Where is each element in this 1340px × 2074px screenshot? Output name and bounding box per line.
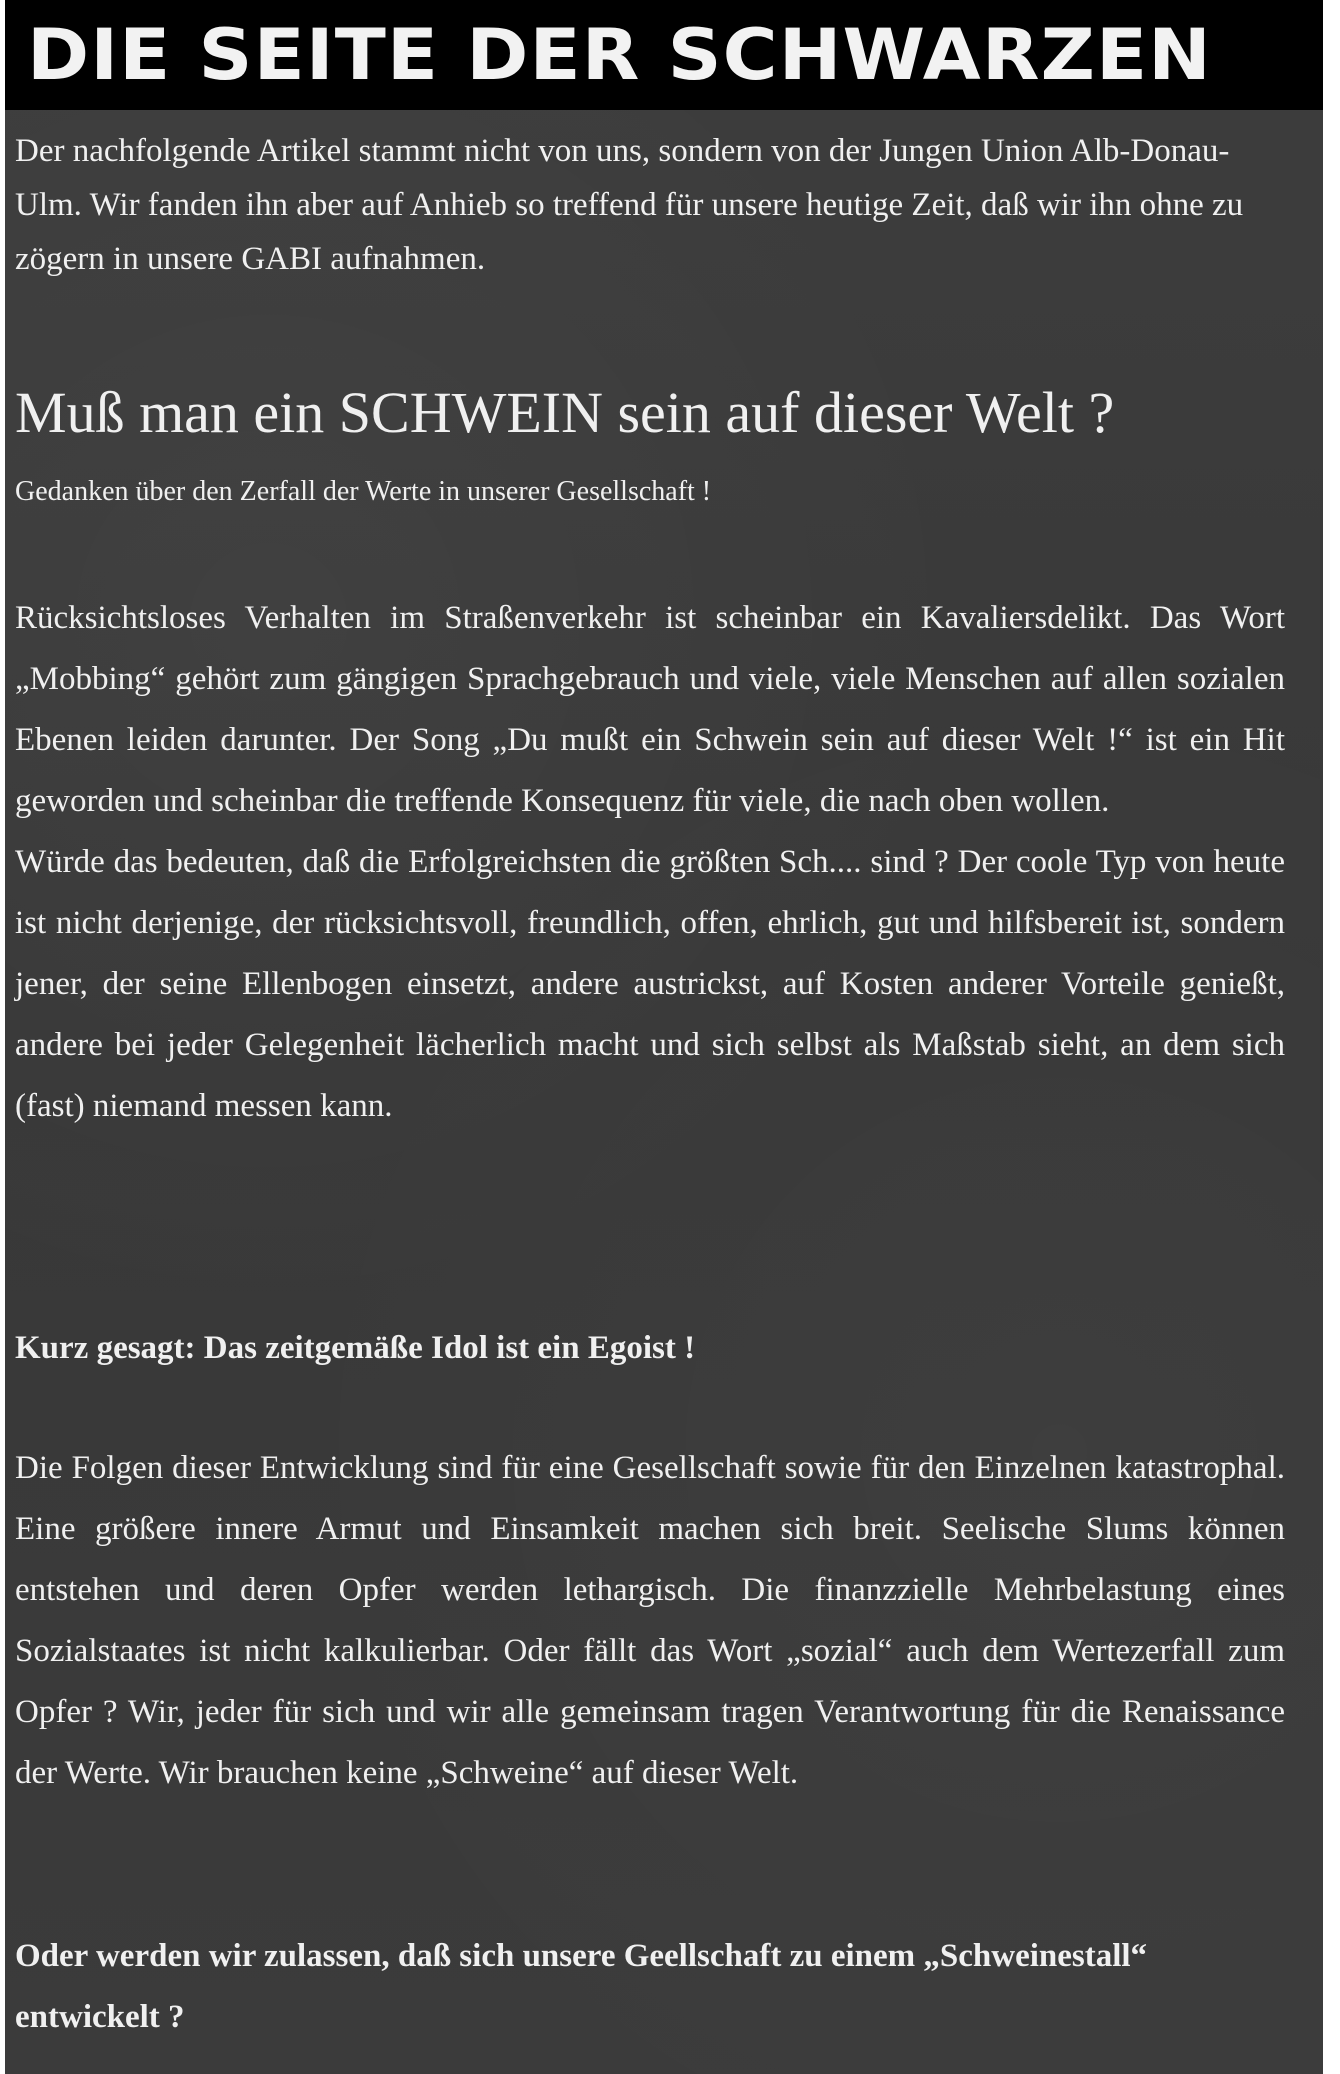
intro-paragraph: Der nachfolgende Artikel stammt nicht von uns, sondern von der Jungen Union Alb-Donau-Ulm. Wir fanden ihn aber auf Anhieb so treffend für unsere heutige Zeit, daß wir ihn ohne zu zögern in unsere GABI aufnahmen. <box>15 133 1244 277</box>
closing-question: Oder werden wir zulassen, daß sich unsere Geellschaft zu einem „Schweinestall“ entwickelt ? <box>15 1938 1148 2035</box>
newspaper-page <box>5 0 1323 2074</box>
paragraph-2: Würde das bedeuten, daß die Erfolgreichsten die größten Sch.... sind ? Der coole Typ von heute ist nicht derjenige, der rücksichtsvoll, freundlich, offen, ehrlich, gut und hilfsbereit ist, sondern jener, der seine Ellenbogen einsetzt, andere austrickst, auf Kosten anderer Vorteile genießt, andere bei jeder Gelegenheit lächerlich macht und sich selbst als Maßstab sieht, an dem sich (fast) niemand messen kann. <box>15 844 1285 1124</box>
paragraph-1: Rücksichtsloses Verhalten im Straßenverkehr ist scheinbar ein Kavaliersdelikt. Das Wort „Mobbing“ gehört zum gängigen Sprachgebrauch und viele, viele Menschen auf allen sozialen Ebenen leiden darunter. Der Song „Du mußt ein Schwein sein auf dieser Welt !“ ist ein Hit geworden und scheinbar die treffende Konsequenz für viele, die nach oben wollen. <box>15 600 1285 819</box>
kurz-gesagt-statement: Kurz gesagt: Das zeitgemäße Idol ist ein Egoist ! <box>15 1330 696 1366</box>
paragraph-3: Die Folgen dieser Entwicklung sind für eine Gesellschaft sowie für den Einzelnen katastrophal. Eine größere innere Armut und Einsamkeit machen sich breit. Seelische Slums können entstehen und deren Opfer werden lethargisch. Die finanzzielle Mehrbelastung eines Sozialstaates ist nicht kalkulierbar. Oder fällt das Wort „sozial“ auch dem Wertezerfall zum Opfer ? Wir, jeder für sich und wir alle gemeinsam tragen Verantwortung für die Renaissance der Werte. Wir brauchen keine „Schweine“ auf dieser Welt. <box>15 1450 1285 1791</box>
article-headline: Muß man ein SCHWEIN sein auf dieser Welt ? <box>15 380 1115 445</box>
section-title: DIE SEITE DER SCHWARZEN <box>27 14 1212 96</box>
article-subheadline: Gedanken über den Zerfall der Werte in unserer Gesellschaft ! <box>15 476 712 507</box>
article-body-top <box>15 588 1285 1137</box>
section-banner <box>5 0 1323 110</box>
